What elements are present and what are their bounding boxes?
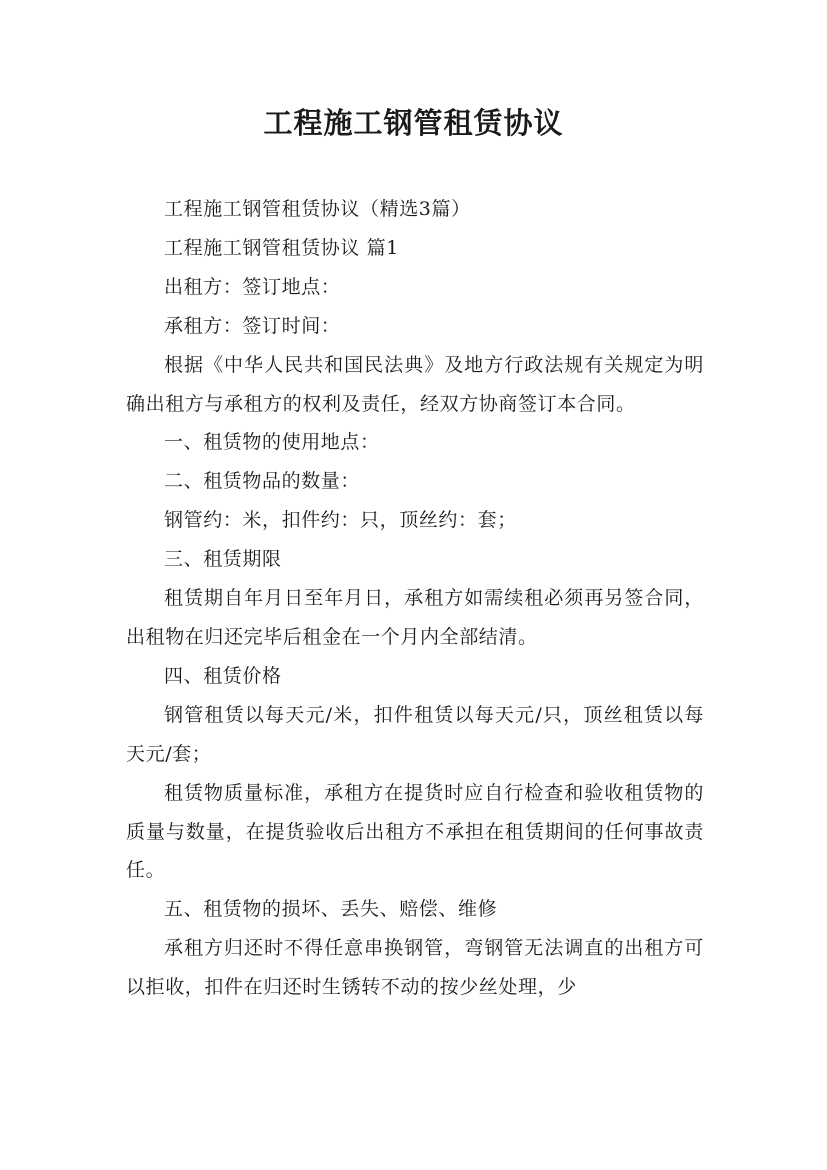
- paragraph-lessor: 出租方：签订地点：: [164, 275, 341, 298]
- paragraph-clause-1: 一、租赁物的使用地点：: [164, 431, 380, 454]
- document-body: [126, 190, 704, 1007]
- paragraph-subtitle: 工程施工钢管租赁协议（精选3篇）: [164, 198, 471, 220]
- paragraph-preamble: 根据《中华人民共和国民法典》及地方行政法规有关规定为明确出租方与承租方的权利及责任，经双方协商签订本合同。: [126, 353, 704, 415]
- paragraph-lessee: 承租方：签订时间：: [164, 314, 341, 337]
- paragraph-return-terms: 承租方归还时不得任意串换钢管，弯钢管无法调直的出租方可以拒收，扣件在归还时生锈转不动的按少丝处理，少: [126, 937, 704, 999]
- paragraph-clause-4: 四、租赁价格: [164, 664, 282, 687]
- paragraph-clause-2: 二、租赁物品的数量：: [164, 470, 361, 493]
- document-title: 工程施工钢管租赁协议: [263, 106, 564, 140]
- paragraph-lease-term: 租赁期自年月日至年月日，承租方如需续租必须再另签合同，出租物在归还完毕后租金在一个月内全部结清。: [126, 587, 704, 648]
- paragraph-quality: 租赁物质量标准，承租方在提货时应自行检查和验收租赁物的质量与数量，在提货验收后出租方不承担在租赁期间的任何事故责任。: [126, 781, 704, 882]
- paragraph-clause-3: 三、租赁期限: [164, 548, 282, 571]
- paragraph-clause-5: 五、租赁物的损坏、丢失、赔偿、维修: [164, 898, 498, 921]
- paragraph-quantities: 钢管约：米，扣件约：只，顶丝约：套；: [164, 509, 517, 532]
- paragraph-prices: 钢管租赁以每天元/米，扣件租赁以每天元/只，顶丝租赁以每天元/套；: [126, 703, 704, 765]
- paragraph-section-heading: 工程施工钢管租赁协议 篇1: [164, 236, 399, 259]
